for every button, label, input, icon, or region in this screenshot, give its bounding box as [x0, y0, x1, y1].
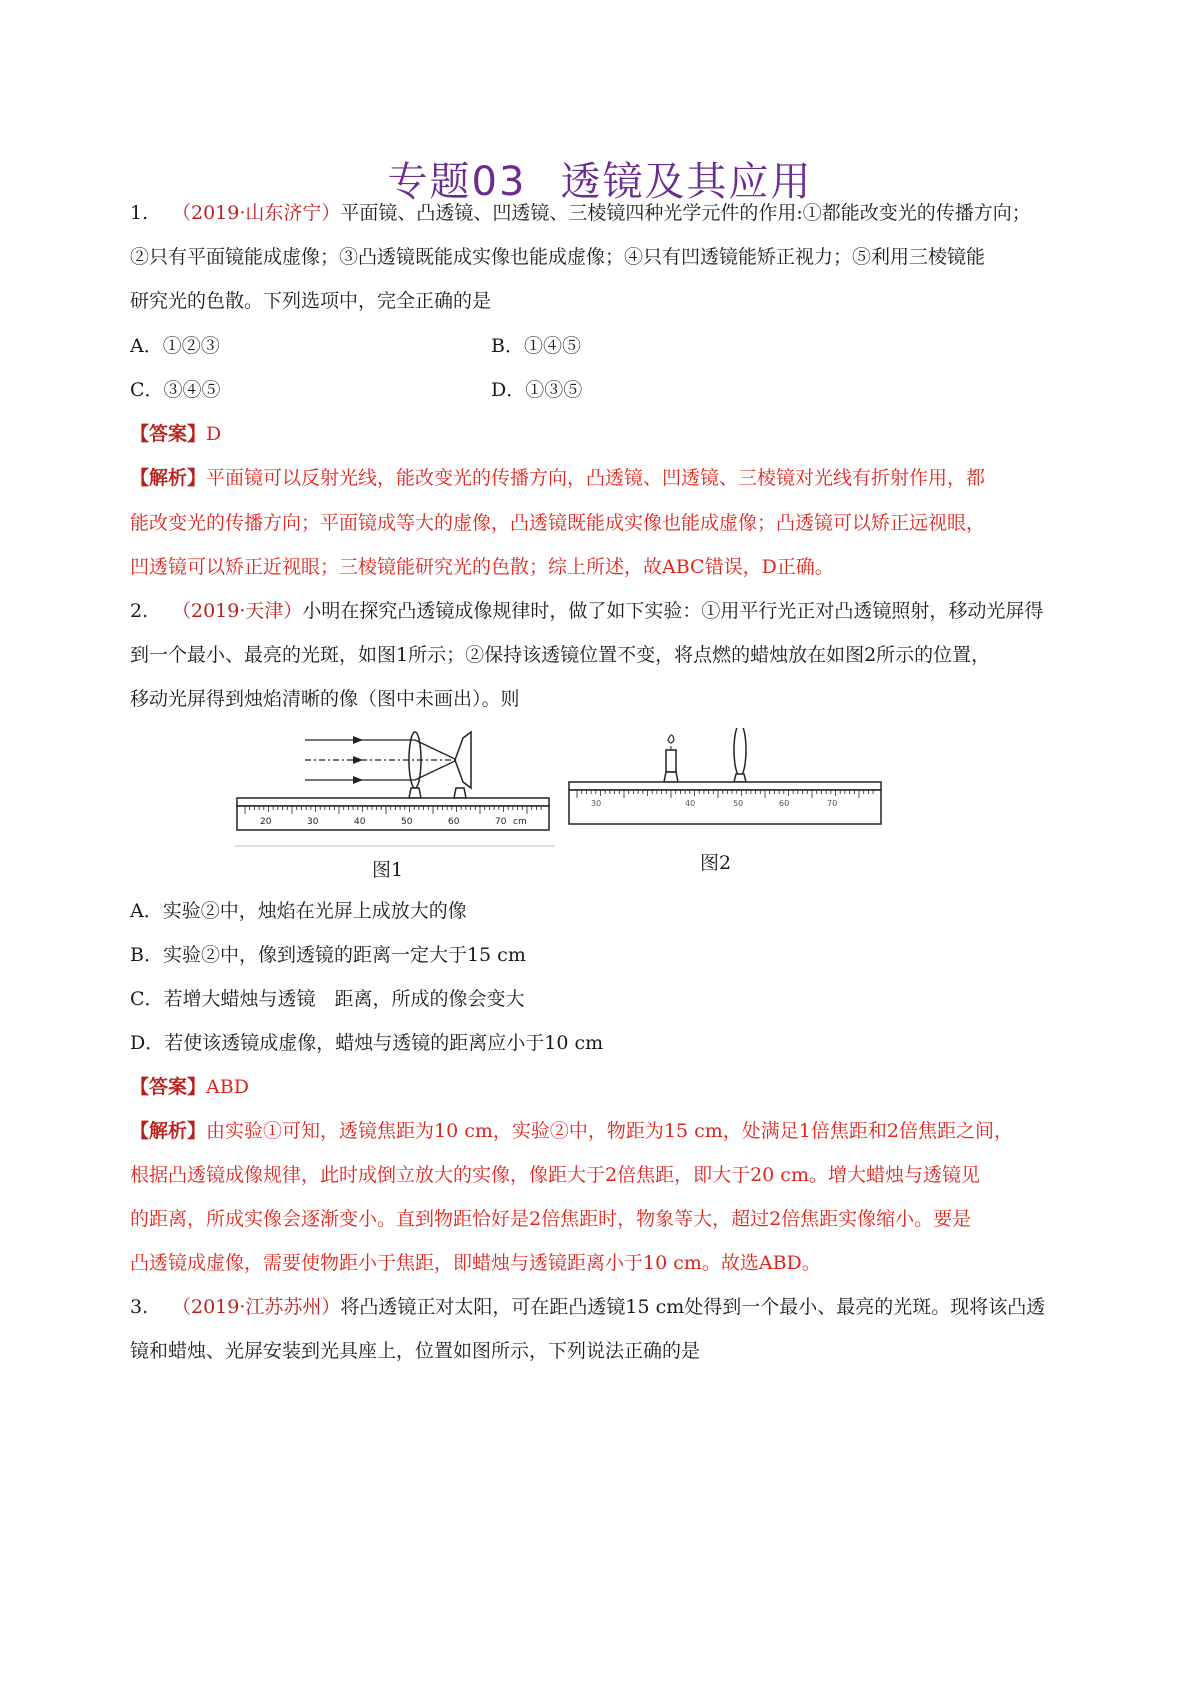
tick-label: 60 — [779, 799, 790, 808]
option-b: B．①④⑤ — [491, 335, 581, 357]
tick-unit: cm — [513, 817, 527, 827]
analysis-line: 【解析】由实验①可知，透镜焦距为10 cm，实验②中，物距为15 cm，处满足1倍焦距和2倍焦距之间， — [130, 1120, 1013, 1142]
tick-label: 50 — [733, 799, 744, 808]
question-text-line: 研究光的色散。下列选项中，完全正确的是 — [130, 290, 492, 312]
question-text-line: （2019·山东济宁）平面镜、凸透镜、凹透镜、三棱镜四种光学元件的作用:①都能改变光的传播方向； — [172, 202, 1031, 224]
tick-label: 60 — [448, 817, 460, 827]
analysis-line: 能改变光的传播方向；平面镜成等大的虚像，凸透镜既能成实像也能成虚像；凸透镜可以矫正远视眼， — [130, 512, 986, 534]
analysis-line: 根据凸透镜成像规律，此时成倒立放大的实像，像距大于2倍焦距，即大于20 cm。增大蜡烛与透镜见 — [130, 1164, 980, 1186]
option-b: B．实验②中，像到透镜的距离一定大于15 cm — [130, 944, 526, 966]
tick-label: 40 — [354, 817, 366, 827]
tick-label: 30 — [591, 799, 602, 808]
question-number: 1. — [130, 202, 149, 224]
figure-2-caption: 图2 — [700, 852, 732, 874]
tick-label: 20 — [260, 817, 272, 827]
option-a: A．①②③ — [130, 335, 220, 357]
answer-value: ABD — [206, 1076, 249, 1098]
question-text-line: 到一个最小、最亮的光斑，如图1所示；②保持该透镜位置不变，将点燃的蜡烛放在如图2所示的位置， — [130, 644, 991, 666]
answer-value: D — [206, 423, 222, 445]
analysis-line: 【解析】平面镜可以反射光线，能改变光的传播方向，凸透镜、凹透镜、三棱镜对光线有折射作用，都 — [130, 467, 986, 489]
option-c: C．若增大蜡烛与透镜 距离，所成的像会变大 — [130, 988, 525, 1010]
page-title: 专题03 透镜及其应用 — [387, 159, 813, 205]
figure-2-optical-bench — [565, 728, 885, 838]
question-source: （2019·江苏苏州） — [172, 1296, 341, 1318]
analysis-line: 凹透镜可以矫正近视眼；三棱镜能研究光的色散；综上所述，故ABC错误，D正确。 — [130, 556, 834, 578]
answer-line: 【答案】ABD — [130, 1076, 249, 1098]
tick-label: 30 — [307, 817, 319, 827]
tick-label: 70 — [495, 817, 507, 827]
figure-1-caption: 图1 — [372, 859, 404, 881]
answer-line: 【答案】D — [130, 423, 222, 445]
tick-label: 70 — [827, 799, 838, 808]
question-text-line: 镜和蜡烛、光屏安装到光具座上，位置如图所示，下列说法正确的是 — [130, 1340, 701, 1362]
question-source: （2019·山东济宁） — [172, 202, 341, 224]
option-c: C．③④⑤ — [130, 379, 221, 401]
analysis-line: 的距离，所成实像会逐渐变小。直到物距恰好是2倍焦距时，物象等大，超过2倍焦距实像缩小。要是 — [130, 1208, 972, 1230]
analysis-line: 凸透镜成虚像，需要使物距小于焦距，即蜡烛与透镜距离小于10 cm。故选ABD。 — [130, 1252, 821, 1274]
question-number: 3. — [130, 1296, 149, 1318]
question-number: 2. — [130, 600, 149, 622]
question-text-line: ②只有平面镜能成虚像；③凸透镜既能成实像也能成虚像；④只有凹透镜能矫正视力；⑤利用三棱镜能 — [130, 246, 986, 268]
question-text-line: 移动光屏得到烛焰清晰的像（图中未画出）。则 — [130, 688, 520, 710]
option-a: A．实验②中，烛焰在光屏上成放大的像 — [130, 900, 467, 922]
question-source: （2019·天津） — [172, 600, 303, 622]
tick-label: 50 — [401, 817, 413, 827]
question-text-line: （2019·天津）小明在探究凸透镜成像规律时，做了如下实验：①用平行光正对凸透镜照射，移动光屏得 — [172, 600, 1044, 622]
option-d: D．①③⑤ — [491, 379, 583, 401]
option-d: D．若使该透镜成虚像，蜡烛与透镜的距离应小于10 cm — [130, 1032, 604, 1054]
question-text-line: （2019·江苏苏州）将凸透镜正对太阳，可在距凸透镜15 cm处得到一个最小、最亮的光斑。现将该凸透 — [172, 1296, 1046, 1318]
tick-label: 40 — [685, 799, 696, 808]
figure-1-optical-bench — [235, 728, 555, 848]
